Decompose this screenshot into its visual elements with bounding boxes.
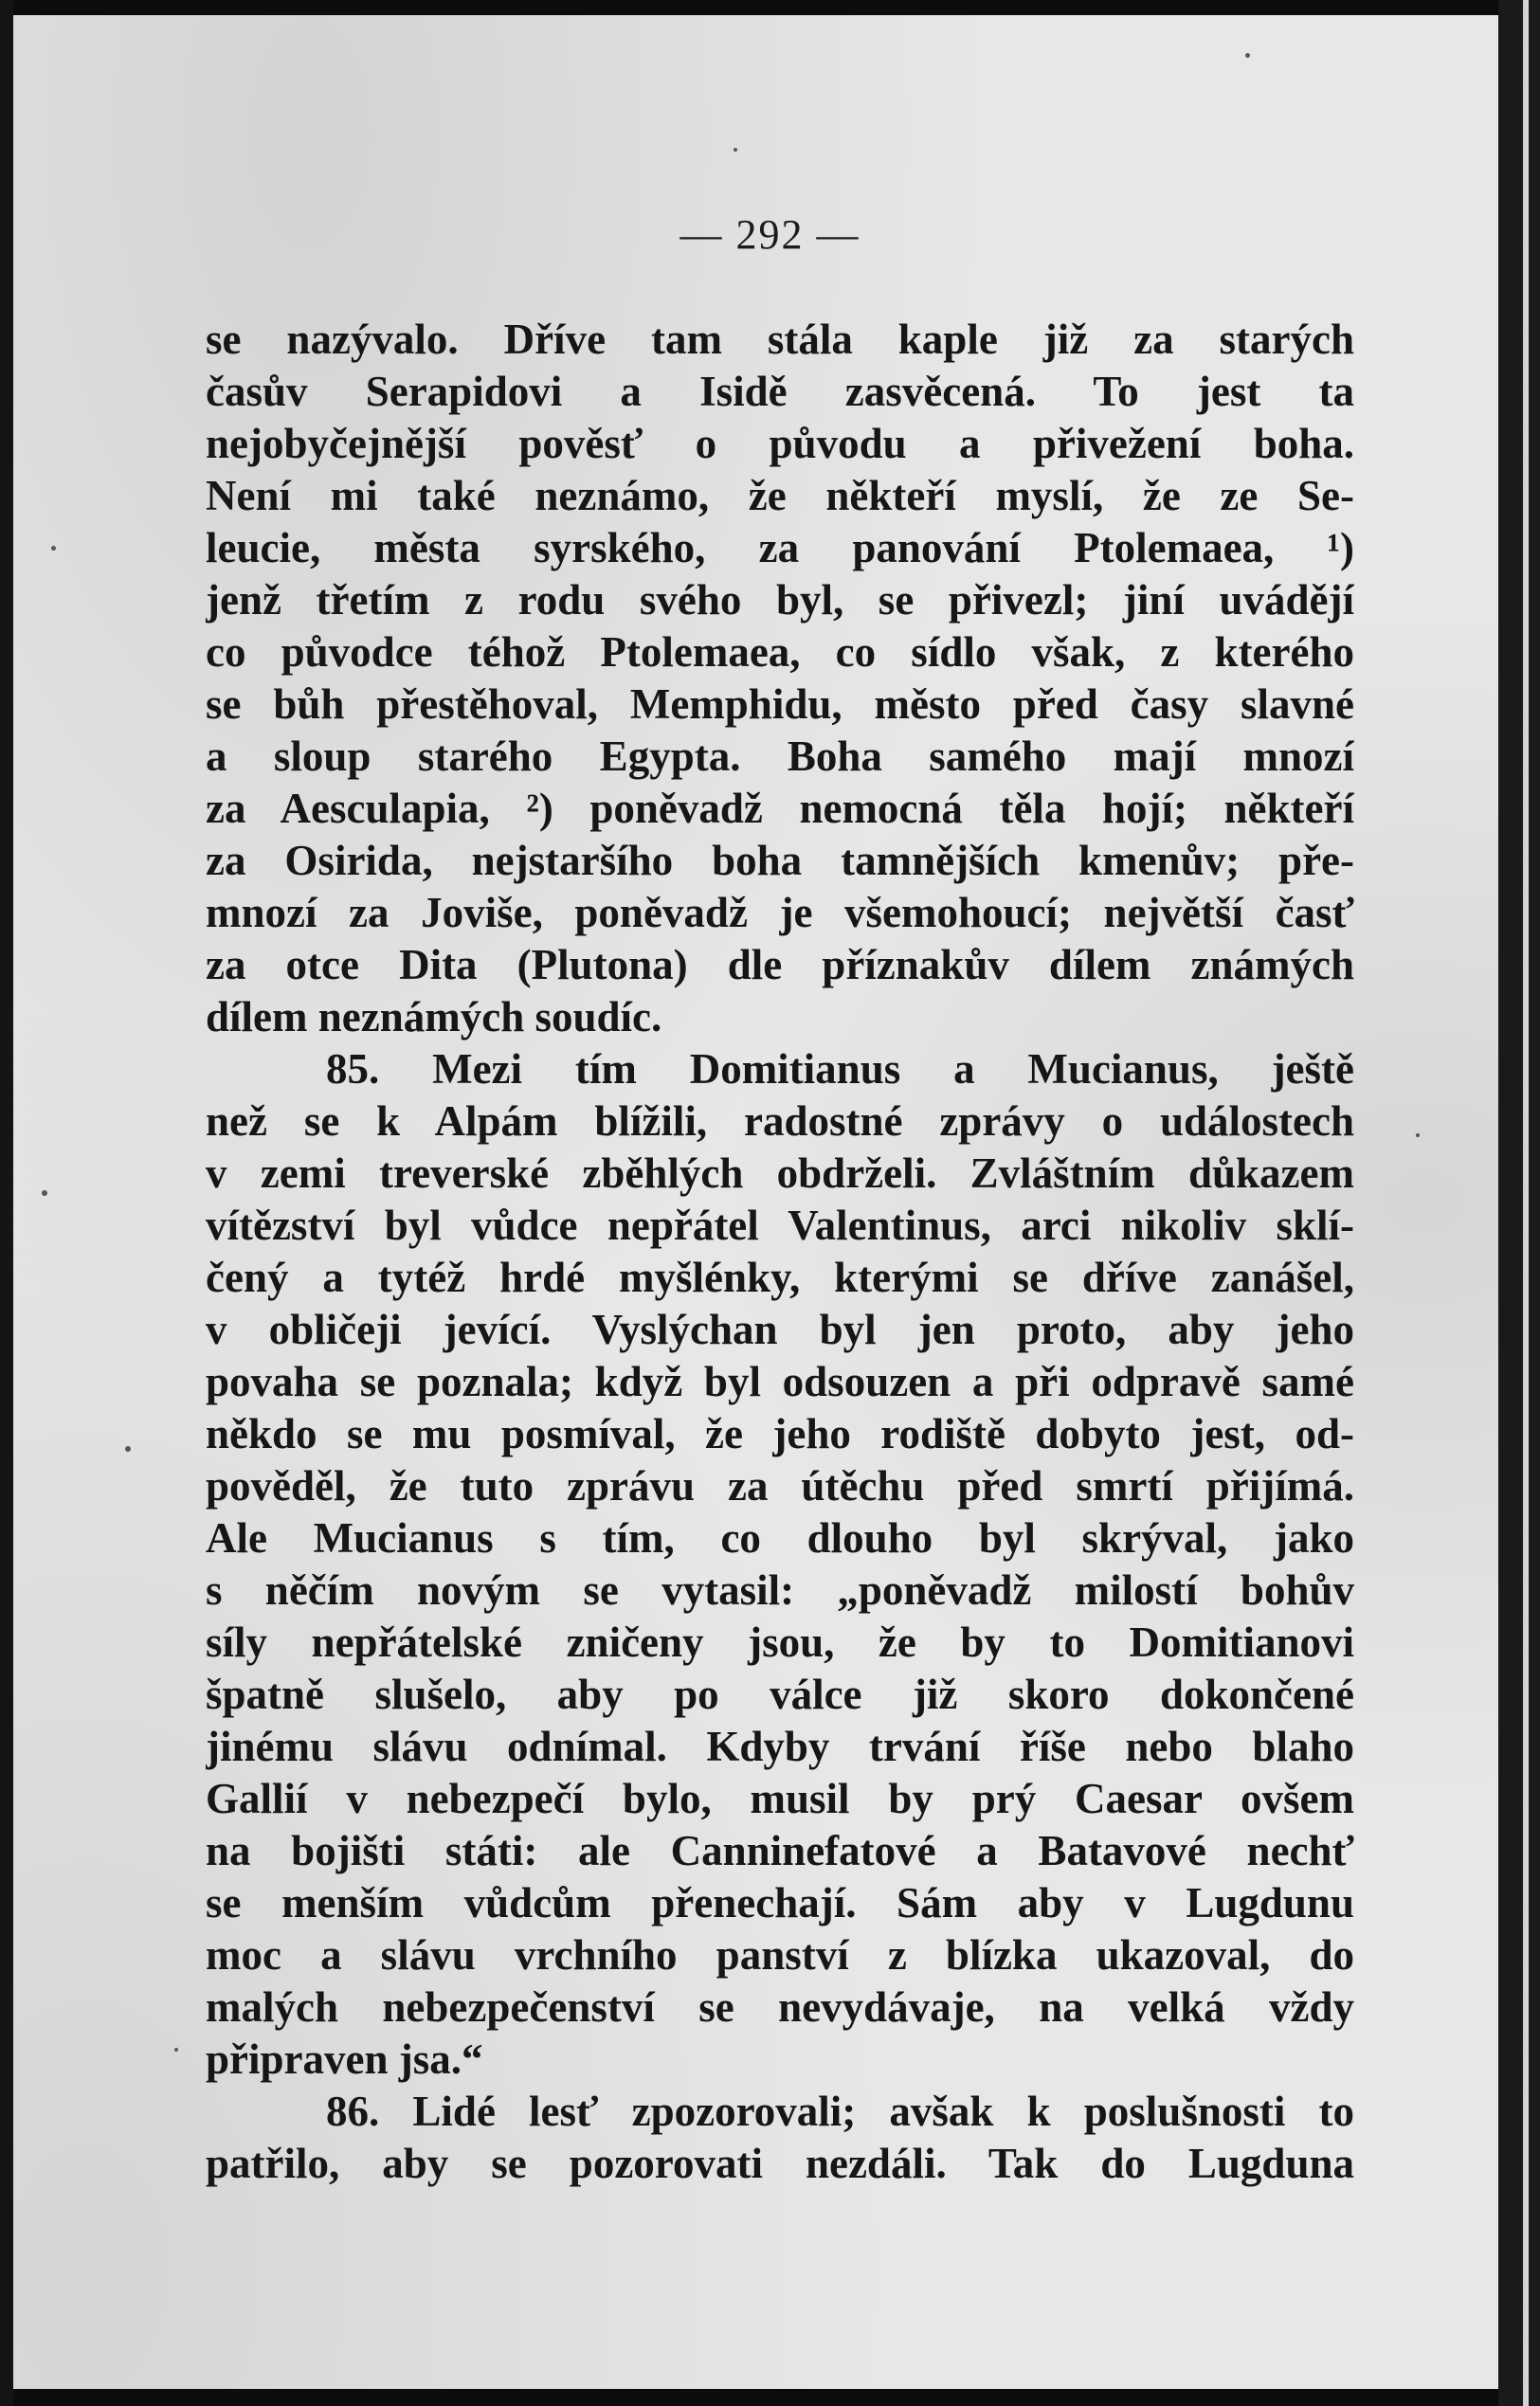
text-line: Gallií v nebezpečí bylo, musil by prý Caesar ovšem — [206, 1775, 1354, 1822]
text-line: a sloup starého Egypta. Boha samého mají mnozí — [206, 733, 1354, 780]
scan-speck — [42, 1190, 47, 1196]
text-line: než se k Alpám blížili, radostné zprávy o událostech — [206, 1097, 1354, 1145]
text-line: někdo se mu posmíval, že jeho rodiště dobyto jest, od- — [206, 1410, 1354, 1457]
text-line: časův Serapidovi a Isidě zasvěcená. To jest ta — [206, 368, 1354, 415]
book-page — [13, 15, 1498, 2389]
text-line: nejobyčejnější pověsť o původu a přivežení boha. — [206, 420, 1354, 467]
text-line: špatně slušelo, aby po válce již skoro dokončené — [206, 1671, 1354, 1718]
scan-edge-left — [0, 0, 13, 2406]
scan-speck — [174, 2048, 178, 2052]
text-line: s něčím novým se vytasil: „poněvadž milostí bohův — [206, 1566, 1354, 1614]
text-line: co původce téhož Ptolemaea, co sídlo však, z kterého — [206, 628, 1354, 676]
text-line: pověděl, že tuto zprávu za útěchu před smrtí přijímá. — [206, 1462, 1354, 1510]
text-line: patřilo, aby se pozorovati nezdáli. Tak do Lugduna — [206, 2140, 1354, 2187]
text-line: v zemi treverské zběhlých obdrželi. Zvláštním důkazem — [206, 1149, 1354, 1197]
text-line: leucie, města syrského, za panování Ptolemaea, ¹) — [206, 524, 1354, 571]
text-line: malých nebezpečenství se nevydávaje, na velká vždy — [206, 1983, 1354, 2031]
page-text — [206, 314, 1354, 2190]
text-line: za Osirida, nejstaršího boha tamnějších kmenův; pře- — [206, 837, 1354, 884]
text-line: v obličeji jevící. Vyslýchan byl jen proto, aby jeho — [206, 1306, 1354, 1353]
scan-speck — [125, 1446, 131, 1452]
text-line: se menším vůdcům přenechají. Sám aby v Lugdunu — [206, 1879, 1354, 1927]
text-line: za otce Dita (Plutona) dle příznakův dílem známých — [206, 941, 1354, 988]
page-number: — 292 — — [679, 211, 861, 258]
scan-speck — [51, 546, 56, 551]
scan-speck — [1245, 53, 1250, 58]
scan-speck — [1416, 1133, 1420, 1137]
text-line: mnozí za Joviše, poněvadž je všemohoucí; největší časť — [206, 889, 1354, 936]
text-line: vítězství byl vůdce nepřátel Valentinus, arci nikoliv sklí- — [206, 1202, 1354, 1249]
text-line: Není mi také neznámo, že někteří myslí, že ze Se- — [206, 472, 1354, 519]
text-line: povaha se poznala; když byl odsouzen a při odpravě samé — [206, 1358, 1354, 1405]
paragraph-start-line: 86. Lidé lesť zpozorovali; avšak k poslušnosti to — [326, 2088, 1354, 2135]
text-line: na bojišti státi: ale Canninefatové a Batavové nechť — [206, 1827, 1354, 1874]
text-line: síly nepřátelské zničeny jsou, že by to Domitianovi — [206, 1619, 1354, 1666]
text-line: jinému slávu odnímal. Kdyby trvání říše nebo blaho — [206, 1723, 1354, 1770]
scan-speck — [734, 148, 737, 152]
paragraph-start-line: 85. Mezi tím Domitianus a Mucianus, ještě — [326, 1045, 1354, 1093]
text-line: Ale Mucianus s tím, co dlouho byl skrýval, jako — [206, 1514, 1354, 1562]
text-line: moc a slávu vrchního panství z blízka ukazoval, do — [206, 1931, 1354, 1979]
scan-edge-right — [1498, 0, 1540, 2406]
text-line: za Aesculapia, ²) poněvadž nemocná těla hojí; někteří — [206, 785, 1354, 832]
text-line: dílem neznámých soudíc. — [206, 993, 662, 1040]
text-line: se nazývalo. Dříve tam stála kaple již za starých — [206, 316, 1354, 363]
text-line: se bůh přestěhoval, Memphidu, město před časy slavné — [206, 680, 1354, 728]
text-line: čený a tytéž hrdé myšlénky, kterými se dříve zanášel, — [206, 1254, 1354, 1301]
text-line: jenž třetím z rodu svého byl, se přivezl; jiní uvádějí — [206, 576, 1354, 624]
text-line: připraven jsa.“ — [206, 2035, 483, 2083]
